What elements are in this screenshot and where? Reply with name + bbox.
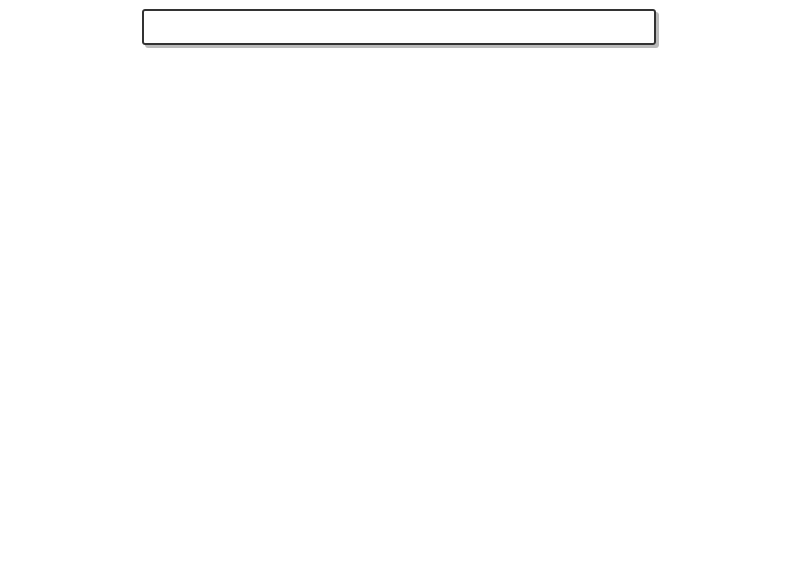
- page-title: [142, 9, 656, 45]
